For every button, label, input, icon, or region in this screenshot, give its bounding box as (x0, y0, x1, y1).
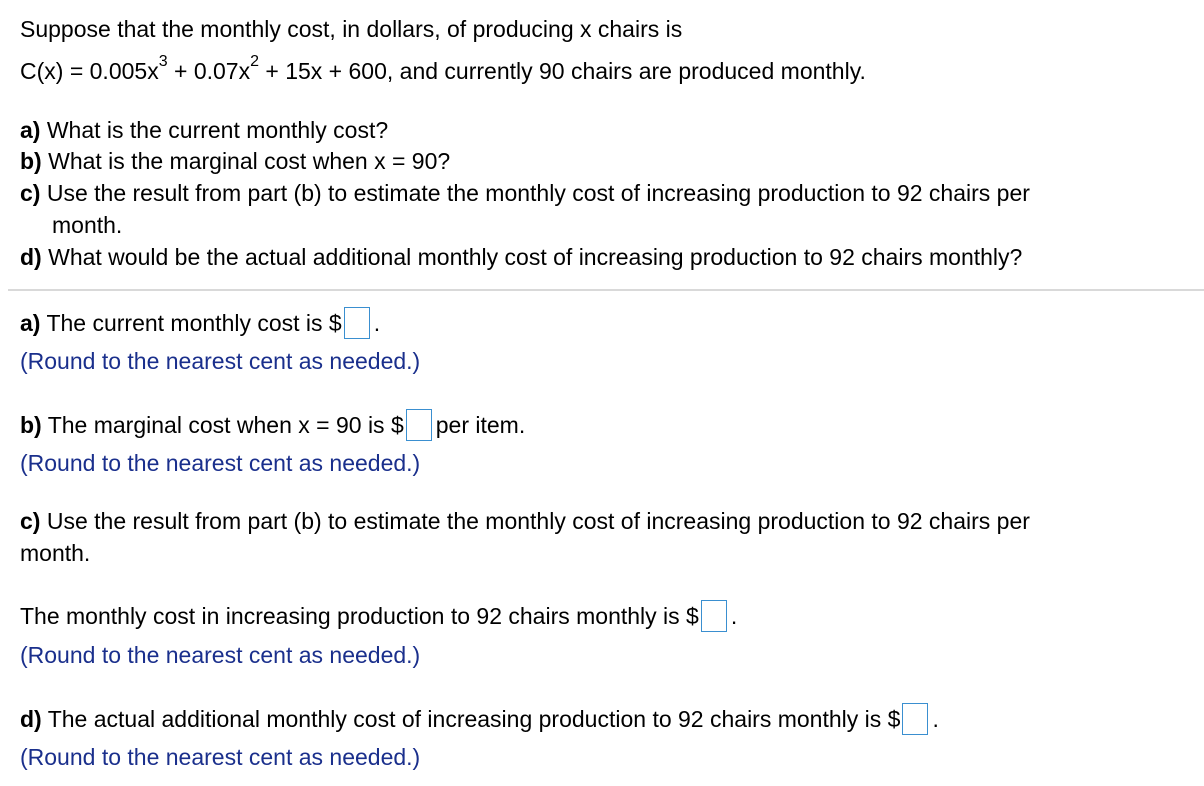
answer-b-unit: per item. (435, 412, 526, 439)
answer-c-period: . (730, 603, 738, 630)
answer-c-label: c) (20, 508, 41, 534)
answer-a-label: a) (20, 310, 41, 337)
part-d-text: What would be the actual additional monthly cost of increasing production to 92 chairs monthly? (48, 244, 1023, 270)
answer-a-hint: (Round to the nearest cent as needed.) (20, 348, 421, 374)
section-divider (8, 289, 1204, 291)
part-b-text: What is the marginal cost when x = 90? (48, 148, 451, 174)
question-part-a (20, 116, 388, 144)
answer-c-question (20, 507, 1030, 535)
answer-d-row (20, 705, 939, 737)
answer-a-input[interactable] (344, 307, 370, 339)
answer-d-label: d) (20, 706, 42, 733)
part-a-label: a) (20, 117, 41, 143)
answer-b-hint: (Round to the nearest cent as needed.) (20, 450, 421, 476)
cost-equation (20, 53, 866, 85)
answer-b-text: The marginal cost when x = 90 is $ (47, 412, 404, 439)
question-part-c (20, 179, 1030, 207)
answer-b-label: b) (20, 412, 42, 439)
part-c-label: c) (20, 180, 41, 206)
answer-c-row (20, 602, 737, 634)
equation-mid: + 0.07x (167, 58, 251, 84)
equation-suffix: + 15x + 600, and currently 90 chairs are produced monthly. (259, 58, 866, 84)
part-c-text: Use the result from part (b) to estimate the monthly cost of increasing production to 92 chairs per (46, 180, 1030, 206)
answer-d-period: . (932, 706, 939, 733)
answer-d-input[interactable] (902, 703, 928, 735)
answer-c-prompt: The monthly cost in increasing production to 92 chairs monthly is $ (20, 603, 699, 630)
question-part-b (20, 147, 450, 175)
part-a-text: What is the current monthly cost? (46, 117, 389, 143)
answer-a-row (20, 309, 380, 341)
answer-a-text: The current monthly cost is $ (46, 310, 342, 337)
equation-exponent-2: 2 (250, 53, 259, 70)
answer-c-text: Use the result from part (b) to estimate the monthly cost of increasing production to 92 chairs per (46, 508, 1030, 534)
equation-exponent-3: 3 (158, 53, 168, 70)
question-part-c-continuation: month. (52, 212, 123, 238)
part-b-label: b) (20, 148, 42, 174)
equation-prefix: C(x) = 0.005x (20, 58, 159, 84)
answer-d-hint: (Round to the nearest cent as needed.) (20, 744, 421, 770)
answer-c-continuation: month. (20, 540, 91, 566)
answer-c-hint: (Round to the nearest cent as needed.) (20, 642, 421, 668)
answer-c-input[interactable] (701, 600, 727, 632)
part-d-label: d) (20, 244, 42, 270)
answer-b-row (20, 411, 525, 443)
question-intro: Suppose that the monthly cost, in dollars, of producing x chairs is (20, 16, 683, 42)
question-part-d (20, 243, 1022, 271)
answer-a-period: . (373, 310, 381, 337)
answer-d-text: The actual additional monthly cost of increasing production to 92 chairs monthly is $ (47, 706, 901, 733)
answer-b-input[interactable] (406, 409, 432, 441)
